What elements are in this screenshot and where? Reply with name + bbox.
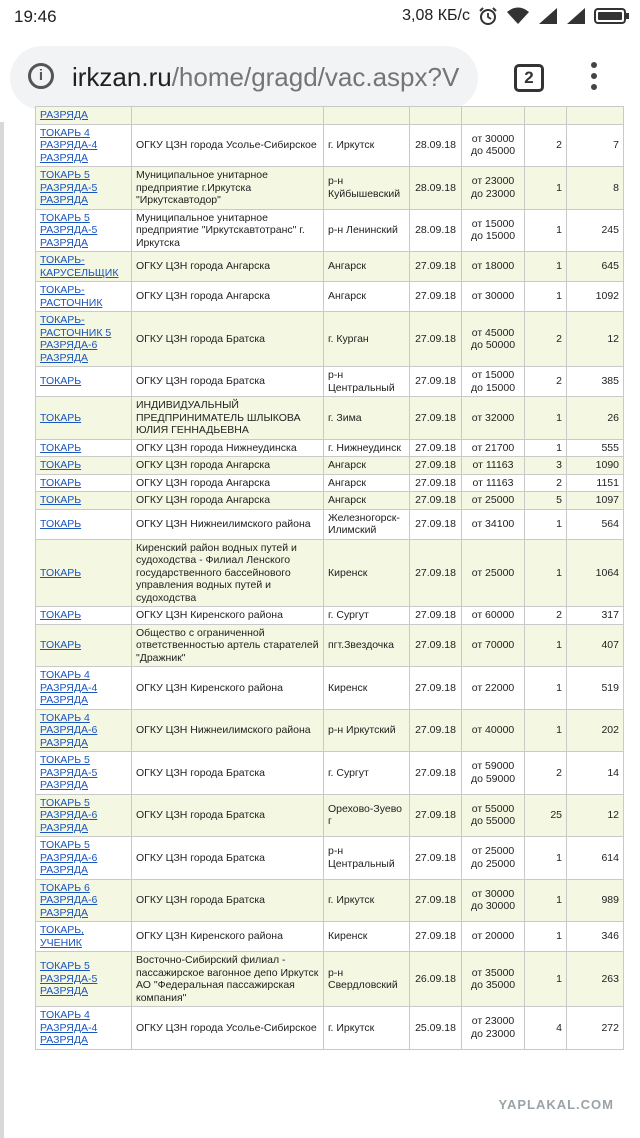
positions-cell: 1 [525,837,567,880]
url-path: /home/gragd/vac.aspx?V [171,62,460,92]
positions-cell: 1 [525,167,567,210]
positions-cell: 2 [525,367,567,397]
views-cell: 1151 [567,474,624,492]
employer-cell: ОГКУ ЦЗН Киренского района [132,667,324,710]
location-cell: г. Нижнеудинск [324,439,410,457]
page-content [0,109,640,1138]
positions-cell: 1 [525,667,567,710]
views-cell: 346 [567,922,624,952]
location-cell: г. Сургут [324,752,410,795]
salary-cell: от 22000 [462,667,525,710]
location-cell: Киренск [324,539,410,607]
vacancy-link[interactable]: ТОКАРЬ [40,494,82,506]
salary-cell: от 35000 до 35000 [462,952,525,1007]
tab-switcher-button[interactable]: 2 [514,64,544,92]
vacancy-link[interactable]: ТОКАРЬ 4 РАЗРЯДА-4 РАЗРЯДА [40,126,98,164]
salary-cell: от 70000 [462,624,525,667]
date-cell: 27.09.18 [410,474,462,492]
date-cell: 27.09.18 [410,367,462,397]
location-cell: р-н Свердловский [324,952,410,1007]
employer-cell: ОГКУ ЦЗН города Нижнеудинска [132,439,324,457]
date-cell: 27.09.18 [410,624,462,667]
vacancy-link[interactable]: ТОКАРЬ 5 РАЗРЯДА-5 РАЗРЯДА [40,169,98,206]
location-cell: г. Курган [324,312,410,367]
date-cell: 27.09.18 [410,607,462,625]
salary-cell: от 18000 [462,252,525,282]
date-cell: 27.09.18 [410,439,462,457]
employer-cell: ОГКУ ЦЗН города Ангарска [132,282,324,312]
employer-cell: Муниципальное унитарное предприятие г.Иркутска "Иркутскавтодор" [132,167,324,210]
signal-icon [538,7,558,25]
location-cell: р-н Куйбышевский [324,167,410,210]
positions-cell: 25 [525,794,567,837]
positions-cell: 1 [525,952,567,1007]
vacancy-title-cell [36,439,132,457]
vacancy-title-cell [36,509,132,539]
vacancy-link[interactable]: ТОКАРЬ 4 РАЗРЯДА-4 РАЗРЯДА [40,669,98,706]
vacancy-title-cell [36,837,132,880]
vacancy-title-cell [36,312,132,367]
location-cell: Железногорск-Илимский [324,509,410,539]
vacancy-title-cell [36,922,132,952]
date-cell: 27.09.18 [410,509,462,539]
more-options-icon[interactable] [586,62,602,94]
vacancy-title-cell [36,492,132,510]
vacancy-title-cell [36,952,132,1007]
table-row [36,124,624,167]
date-cell: 27.09.18 [410,492,462,510]
vacancy-link[interactable]: ТОКАРЬ 5 РАЗРЯДА-5 РАЗРЯДА [40,960,98,998]
vacancy-link[interactable]: ТОКАРЬ [40,411,82,424]
views-cell: 12 [567,794,624,837]
views-cell: 14 [567,752,624,795]
table-row [36,837,624,880]
table-row [36,607,624,625]
views-cell: 1090 [567,457,624,475]
location-cell: г. Сургут [324,607,410,625]
vacancy-title-cell [36,252,132,282]
salary-cell: от 23000 до 23000 [462,167,525,210]
positions-cell: 2 [525,312,567,367]
vacancy-link[interactable]: ТОКАРЬ [40,609,82,621]
salary-cell: от 20000 [462,922,525,952]
vacancy-title-cell [36,474,132,492]
location-cell: Ангарск [324,457,410,475]
vacancy-link[interactable]: ТОКАРЬ [40,517,82,530]
positions-cell: 2 [525,752,567,795]
location-cell: г. Иркутск [324,124,410,167]
date-cell: 27.09.18 [410,667,462,710]
location-cell: р-н Ленинский [324,209,410,252]
employer-cell: ОГКУ ЦЗН города Братска [132,312,324,367]
date-cell: 27.09.18 [410,252,462,282]
positions-cell: 1 [525,439,567,457]
date-cell: 27.09.18 [410,922,462,952]
views-cell: 263 [567,952,624,1007]
vacancy-link[interactable]: ТОКАРЬ 5 РАЗРЯДА-5 РАЗРЯДА [40,754,98,791]
status-icons [402,6,630,26]
date-cell: 27.09.18 [410,539,462,607]
vacancy-title-cell [36,167,132,210]
location-cell: р-н Иркутский [324,709,410,752]
date-cell: 25.09.18 [410,1007,462,1050]
status-time: 19:46 [14,7,57,26]
vacancy-table-body [36,107,624,1050]
positions-cell: 1 [525,624,567,667]
vacancy-title-cell [36,107,132,125]
employer-cell: ОГКУ ЦЗН города Братска [132,879,324,922]
vacancy-link[interactable]: ТОКАРЬ 4 РАЗРЯДА-6 РАЗРЯДА [40,711,98,749]
location-cell: р-н Центральный [324,367,410,397]
views-cell: 26 [567,397,624,440]
employer-cell: ОГКУ ЦЗН города Усолье-Сибирское [132,1007,324,1050]
vacancy-link[interactable]: ТОКАРЬ [40,441,82,454]
positions-cell: 1 [525,282,567,312]
employer-cell: Восточно-Сибирский филиал - пассажирское вагонное депо Иркутск АО "Федеральная пассажирская компания" [132,952,324,1007]
vacancy-link[interactable]: ТОКАРЬ 6 РАЗРЯДА-6 РАЗРЯДА [40,881,98,919]
location-cell: Ангарск [324,252,410,282]
date-cell: 27.09.18 [410,709,462,752]
table-row [36,209,624,252]
table-row [36,367,624,397]
positions-cell: 1 [525,879,567,922]
salary-cell: от 34100 [462,509,525,539]
table-row [36,879,624,922]
salary-cell: от 21700 [462,439,525,457]
salary-cell: от 15000 до 15000 [462,209,525,252]
watermark: YAPLAKAL.COM [498,1097,614,1112]
table-row [36,282,624,312]
positions-cell: 5 [525,492,567,510]
vacancy-link[interactable]: ТОКАРЬ-РАСТОЧНИК 5 РАЗРЯДА-6 РАЗРЯДА [40,314,112,364]
positions-cell: 2 [525,607,567,625]
vacancy-title-cell [36,397,132,440]
employer-cell: ОГКУ ЦЗН города Ангарска [132,474,324,492]
location-cell: г. Зима [324,397,410,440]
date-cell: 27.09.18 [410,794,462,837]
views-cell: 7 [567,124,624,167]
employer-cell: ОГКУ ЦЗН города Братска [132,837,324,880]
positions-cell: 1 [525,397,567,440]
table-row [36,752,624,795]
location-cell: г. Иркутск [324,1007,410,1050]
salary-cell: от 40000 [462,709,525,752]
location-cell: Киренск [324,922,410,952]
vacancy-link[interactable]: ТОКАРЬ [40,476,82,489]
salary-cell: от 23000 до 23000 [462,1007,525,1050]
employer-cell: ОГКУ ЦЗН города Ангарска [132,457,324,475]
location-cell: Ангарск [324,474,410,492]
salary-cell: от 15000 до 15000 [462,367,525,397]
date-cell: 27.09.18 [410,752,462,795]
vacancy-link[interactable]: ТОКАРЬ [40,639,82,651]
salary-cell: от 11163 [462,457,525,475]
table-row [36,312,624,367]
views-cell [567,107,624,125]
vacancy-title-cell [36,667,132,710]
table-row [36,667,624,710]
views-cell: 989 [567,879,624,922]
vacancy-title-cell [36,624,132,667]
date-cell: 28.09.18 [410,209,462,252]
employer-cell: ИНДИВИДУАЛЬНЫЙ ПРЕДПРИНИМАТЕЛЬ ШЛЫКОВА ЮЛИЯ ГЕННАДЬЕВНА [132,397,324,440]
table-row [36,1007,624,1050]
date-cell: 27.09.18 [410,312,462,367]
views-cell: 245 [567,209,624,252]
date-cell: 27.09.18 [410,457,462,475]
date-cell: 28.09.18 [410,124,462,167]
vacancy-title-cell [36,607,132,625]
table-row [36,509,624,539]
salary-cell: от 55000 до 55000 [462,794,525,837]
employer-cell: ОГКУ ЦЗН города Усолье-Сибирское [132,124,324,167]
employer-cell: ОГКУ ЦЗН города Братска [132,794,324,837]
vacancy-title-cell [36,879,132,922]
table-row [36,167,624,210]
positions-cell: 1 [525,509,567,539]
location-cell: пгт.Звездочка [324,624,410,667]
vacancy-title-cell [36,209,132,252]
positions-cell: 2 [525,474,567,492]
date-cell [410,107,462,125]
positions-cell: 1 [525,252,567,282]
location-cell: р-н Центральный [324,837,410,880]
salary-cell: от 30000 [462,282,525,312]
date-cell: 27.09.18 [410,837,462,880]
views-cell: 407 [567,624,624,667]
location-cell [324,107,410,125]
employer-cell: ОГКУ ЦЗН города Ангарска [132,492,324,510]
salary-cell: от 25000 до 25000 [462,837,525,880]
views-cell: 8 [567,167,624,210]
wifi-icon [506,6,530,26]
salary-cell: от 45000 до 50000 [462,312,525,367]
address-bar[interactable] [10,46,478,110]
date-cell: 28.09.18 [410,167,462,210]
url-host: irkzan.ru [72,62,172,92]
positions-cell: 2 [525,124,567,167]
views-cell: 1064 [567,539,624,607]
table-row [36,952,624,1007]
employer-cell: ОГКУ ЦЗН города Братска [132,367,324,397]
employer-cell: Муниципальное унитарное предприятие "Иркутскавтотранс" г. Иркутска [132,209,324,252]
salary-cell: от 25000 [462,539,525,607]
vacancy-link[interactable]: ТОКАРЬ [40,566,82,579]
table-row [36,457,624,475]
table-row [36,492,624,510]
employer-cell: ОГКУ ЦЗН Киренского района [132,607,324,625]
vacancy-title-cell [36,457,132,475]
views-cell: 385 [567,367,624,397]
location-cell: г. Иркутск [324,879,410,922]
table-row [36,922,624,952]
table-row [36,474,624,492]
vacancy-title-cell [36,367,132,397]
vacancy-link[interactable]: ТОКАРЬ 5 РАЗРЯДА-6 РАЗРЯДА [40,839,98,876]
positions-cell: 1 [525,539,567,607]
views-cell: 614 [567,837,624,880]
vacancy-title-cell [36,539,132,607]
vacancy-link[interactable]: ТОКАРЬ, УЧЕНИК [40,924,85,949]
positions-cell [525,107,567,125]
salary-cell: от 32000 [462,397,525,440]
views-cell: 317 [567,607,624,625]
info-icon[interactable]: i [28,63,54,89]
vacancy-link[interactable]: ТОКАРЬ 5 РАЗРЯДА-6 РАЗРЯДА [40,796,98,834]
positions-cell: 4 [525,1007,567,1050]
vacancy-title-cell [36,282,132,312]
vacancy-title-cell [36,752,132,795]
employer-cell: ОГКУ ЦЗН Киренского района [132,922,324,952]
vacancy-title-cell [36,709,132,752]
employer-cell: ОГКУ ЦЗН Нижнеилимского района [132,709,324,752]
employer-cell: Общество с ограниченной ответственностью артель старателей "Дражник" [132,624,324,667]
views-cell: 564 [567,509,624,539]
vacancy-title-cell [36,794,132,837]
employer-cell: ОГКУ ЦЗН Нижнеилимского района [132,509,324,539]
vacancy-link[interactable]: ТОКАРЬ 4 РАЗРЯДА-4 РАЗРЯДА [40,1009,98,1046]
employer-cell: ОГКУ ЦЗН города Братска [132,752,324,795]
alarm-icon [478,6,498,26]
table-row [36,252,624,282]
vacancy-link[interactable]: ТОКАРЬ-КАРУСЕЛЬЩИК [40,254,119,279]
salary-cell: от 30000 до 30000 [462,879,525,922]
employer-cell: ОГКУ ЦЗН города Ангарска [132,252,324,282]
table-row [36,794,624,837]
positions-cell: 1 [525,709,567,752]
table-row [36,709,624,752]
network-speed: 3,08 КБ/с [402,7,470,24]
location-cell: Орехово-Зуево г [324,794,410,837]
date-cell: 27.09.18 [410,397,462,440]
vacancy-link[interactable]: ТОКАРЬ 5 РАЗРЯДА-5 РАЗРЯДА [40,211,98,249]
vacancy-title-cell [36,1007,132,1050]
positions-cell: 3 [525,457,567,475]
date-cell: 27.09.18 [410,282,462,312]
location-cell: Ангарск [324,492,410,510]
positions-cell: 1 [525,922,567,952]
url-text[interactable] [72,62,459,93]
salary-cell: от 11163 [462,474,525,492]
salary-cell: от 25000 [462,492,525,510]
employer-cell: Киренский район водных путей и судоходства - Филиал Ленского государственного бассейнового управления водных путей и судоходства [132,539,324,607]
vacancy-table [35,106,624,1050]
signal-icon-2 [566,7,586,25]
salary-cell: от 60000 [462,607,525,625]
table-row [36,107,624,125]
date-cell: 27.09.18 [410,879,462,922]
views-cell: 1092 [567,282,624,312]
status-bar [0,0,640,34]
vacancy-link[interactable]: ТОКАРЬ-РАСТОЧНИК [40,284,103,309]
vacancy-link[interactable]: РАЗРЯДА [40,109,88,121]
scroll-edge [0,122,4,1138]
views-cell: 1097 [567,492,624,510]
date-cell: 26.09.18 [410,952,462,1007]
views-cell: 12 [567,312,624,367]
views-cell: 202 [567,709,624,752]
vacancy-link[interactable]: ТОКАРЬ [40,375,82,388]
views-cell: 519 [567,667,624,710]
salary-cell: от 30000 до 45000 [462,124,525,167]
positions-cell: 1 [525,209,567,252]
employer-cell [132,107,324,125]
vacancy-title-cell [36,124,132,167]
location-cell: Киренск [324,667,410,710]
salary-cell [462,107,525,125]
salary-cell: от 59000 до 59000 [462,752,525,795]
views-cell: 272 [567,1007,624,1050]
table-row [36,397,624,440]
table-row [36,539,624,607]
table-row [36,624,624,667]
table-row [36,439,624,457]
battery-icon [594,7,630,25]
vacancy-link[interactable]: ТОКАРЬ [40,459,82,471]
views-cell: 645 [567,252,624,282]
location-cell: Ангарск [324,282,410,312]
views-cell: 555 [567,439,624,457]
